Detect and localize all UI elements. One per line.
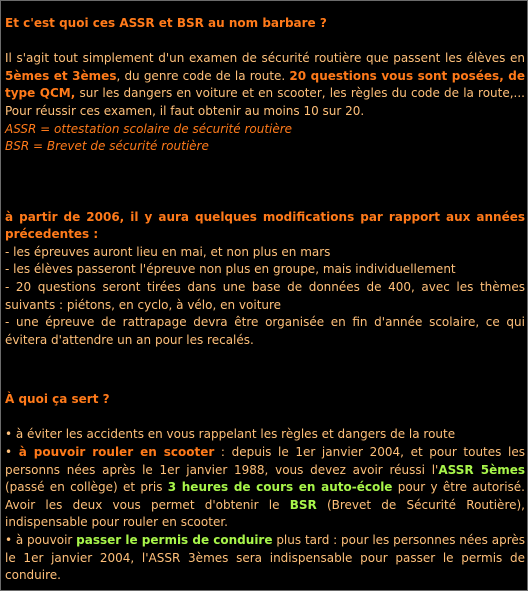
qcm-highlight: 20 questions vous sont posées, de type QCM, [5, 68, 525, 101]
article-content [5, 15, 525, 585]
section-title-modifications: à partir de 2006, il y aura quelques modifications par rapport aux années précedentes : [5, 209, 525, 242]
bullet-accidents: • à éviter les accidents en vous rappelant les règles et dangers de la route [5, 427, 456, 442]
intro-paragraph: Il s'agit tout simplement d'un examen de sécurité routière que passent les élèves en 5èmes et 3èmes, du genre code de la route. 20 questions vous sont posées, de type QCM, sur les dangers en voiture et en scooter, les règles du code de la route,... Pour réussir ces examen, il faut obtenir au moins 10 sur 20. [5, 51, 525, 118]
list-item: - les épreuves auront lieu en mai, et non plus en mars [5, 244, 331, 259]
section-title-usage: À quoi ça sert ? [5, 392, 110, 407]
bsr-highlight: BSR [289, 497, 317, 512]
list-item: - les élèves passeront l'épreuve non plus en groupe, mais individuellement [5, 262, 456, 277]
definition-bsr: BSR = Brevet de sécurité routière [5, 139, 209, 154]
bullet-permis: • à pouvoir passer le permis de conduire plus tard : pour les personnes nées après le 1er janvier 2004, l'ASSR 3èmes sera indispensable pour passer le permis de conduire. [5, 533, 526, 583]
scooter-highlight: à pouvoir rouler en scooter [18, 445, 215, 460]
list-item: - une épreuve de rattrapage devra être organisée en fin d'année scolaire, ce qui évitera d'attendre un an pour les recalés. [5, 315, 525, 347]
definition-assr: ASSR = ottestation scolaire de sécurité routière [5, 121, 293, 136]
section-title-assr-bsr: Et c'est quoi ces ASSR et BSR au nom barbare ? [5, 16, 327, 30]
auto-ecole-highlight: 3 heures de cours en auto-école [167, 480, 393, 495]
bullet-scooter: • à pouvoir rouler en scooter : depuis le 1er janvier 2004, et pour toutes les personns nées après le 1er janvier 1988, vous devez avoir réussi l'ASSR 5èmes (passé en collège) et pris 3 heures de cours en auto-école pour y être autorisé. Avoir les deux vous permet d'obtenir le BSR (Brevet de Sécurité Routière), indispensable pour rouler en scooter. [5, 445, 525, 530]
assr-5emes-highlight: ASSR 5èmes [438, 462, 525, 477]
permis-highlight: passer le permis de conduire [76, 533, 273, 548]
list-item: - 20 questions seront tirées dans une base de données de 400, avec les thèmes suivants : piétons, en cyclo, à vélo, en voiture [5, 279, 525, 312]
grades-highlight: 5èmes et 3èmes [5, 68, 117, 83]
